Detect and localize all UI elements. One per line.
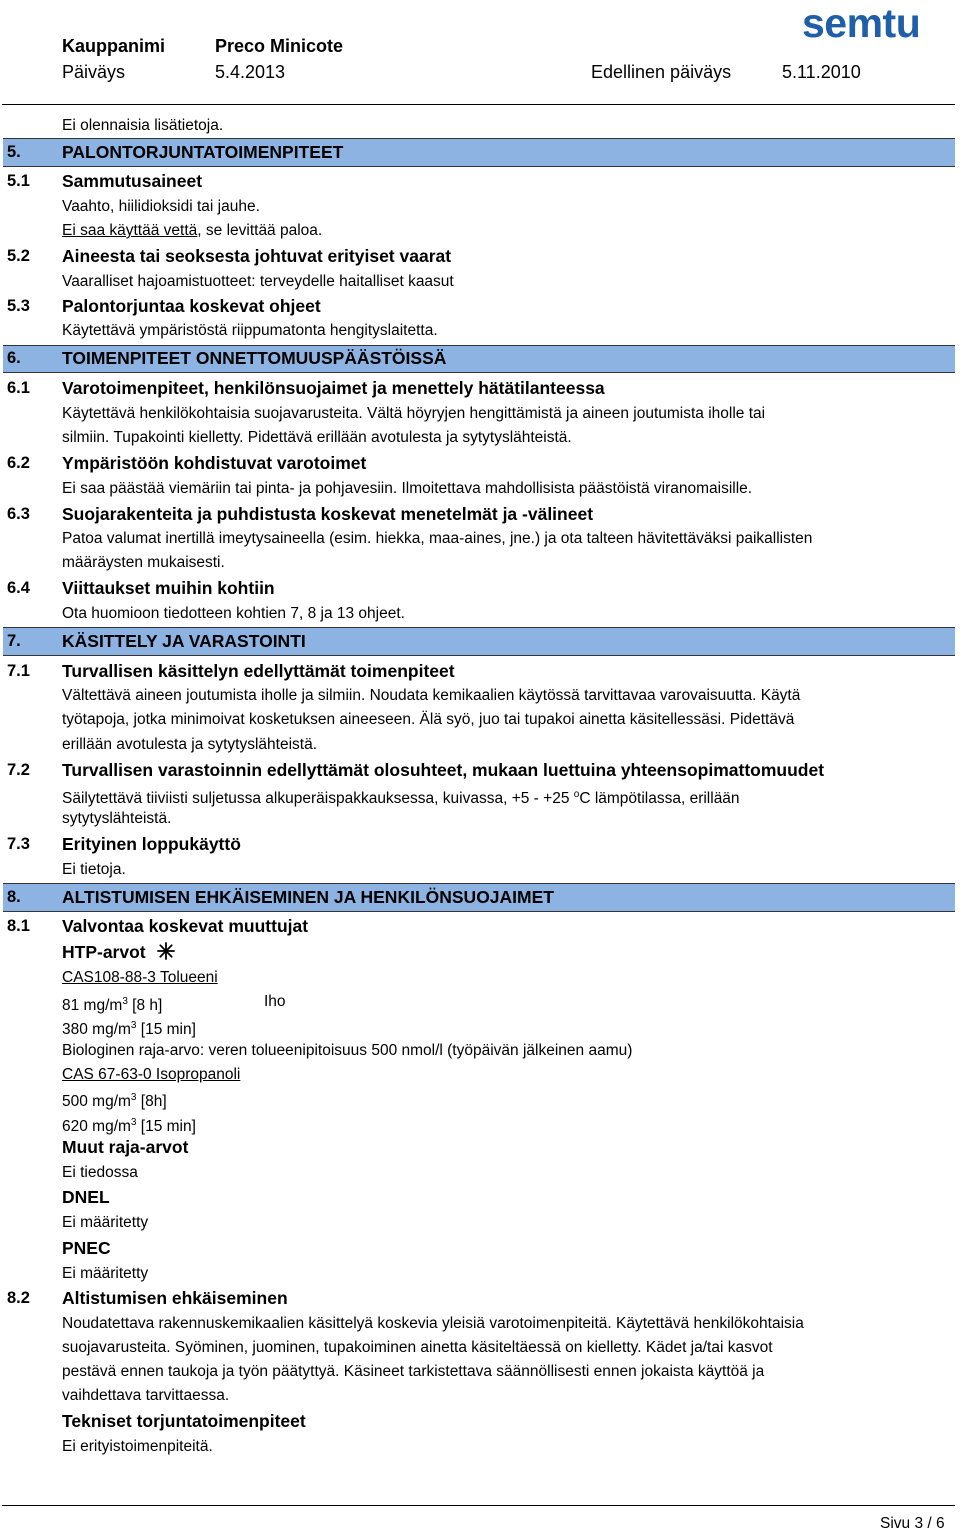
section-6-1-title: Varotoimenpiteet, henkilönsuojaimet ja menettely hätätilanteessa (62, 378, 605, 398)
skin-notation: Iho (264, 993, 286, 1010)
biological-limit: Biologinen raja-arvo: veren tolueenipitoisuus 500 nmol/l (työpäivän jälkeinen aamu) (62, 1042, 633, 1059)
pnec-value: Ei määritetty (62, 1265, 149, 1282)
section-7-1-line-3: erillään avotulesta ja sytytyslähteistä. (62, 736, 318, 753)
section-5-2-number: 5.2 (7, 247, 30, 265)
section-7-1-line-2: työtapoja, jotka minimoivat kosketuksen aineeseen. Älä syö, juo tai tupakoi ainetta käsitellessäsi. Pidettävä (62, 711, 795, 728)
technical-measures-title: Tekniset torjuntatoimenpiteet (62, 1411, 306, 1431)
section-7-3-line-1: Ei tietoja. (62, 861, 126, 878)
cas-toluene: CAS108-88-3 Tolueeni (62, 969, 218, 986)
section-6-2-title: Ympäristöön kohdistuvat varotoimet (62, 453, 367, 473)
trade-name-value: Preco Minicote (215, 36, 344, 56)
semtu-logo: semtu (802, 0, 921, 46)
section-6-number: 6. (7, 349, 21, 367)
technical-measures-value: Ei erityistoimenpiteitä. (62, 1438, 213, 1455)
section-8-2-number: 8.2 (7, 1289, 30, 1307)
section-5-2-title: Aineesta tai seoksesta johtuvat erityiset vaarat (62, 246, 452, 266)
section-5-3-line-1: Käytettävä ympäristöstä riippumatonta hengityslaitetta. (62, 322, 438, 339)
section-5-3-title: Palontorjuntaa koskevat ohjeet (62, 296, 321, 316)
section-7-number: 7. (7, 632, 21, 650)
section-6-4-line-1: Ota huomioon tiedotteen kohtien 7, 8 ja 13 ohjeet. (62, 605, 405, 622)
page-number: Sivu 3 / 6 (880, 1515, 945, 1532)
section-8-1-title: Valvontaa koskevat muuttujat (62, 916, 309, 936)
section-8-2-line-4: vaihdettava tarvittaessa. (62, 1387, 230, 1404)
section-5-1-line-2: Ei saa käyttää vettä, se levittää paloa. (62, 222, 323, 239)
section-5-3-number: 5.3 (7, 297, 30, 315)
section-8-2-line-2: suojavarusteita. Syöminen, juominen, tupakoiminen ainetta käsiteltäessä on kielletty. Kädet ja/tai kasvot (62, 1339, 773, 1356)
asterisk-icon (157, 942, 175, 960)
section-7-2-line-1: Säilytettävä tiiviisti suljetussa alkuperäispakkauksessa, kuivassa, +5 - +25 $^o$C lämpötilassa, erillään (62, 789, 740, 808)
section-7-3-title: Erityinen loppukäyttö (62, 834, 241, 854)
section-8-title: ALTISTUMISEN EHKÄISEMINEN JA HENKILÖNSUOJAIMET (62, 887, 554, 907)
section-6-4-number: 6.4 (7, 579, 30, 597)
section-7-1-title: Turvallisen käsittelyn edellyttämät toimenpiteet (62, 661, 455, 681)
section-7-2-line-2: sytytyslähteistä. (62, 810, 172, 827)
section-5-number: 5. (7, 143, 21, 161)
pnec-title: PNEC (62, 1238, 111, 1258)
section-8-2-line-3: pestävä ennen taukoja ja työn päätyttyä. Käsineet tarkistettava säännöllisesti ennen jokaista käyttöä ja (62, 1363, 765, 1380)
section-6-3-line-1: Patoa valumat inertillä imeytysaineella (esim. hiekka, maa-aines, jne.) ja ota talteen hävitettäväksi paikallisten (62, 530, 813, 547)
top-note: Ei olennaisia lisätietoja. (62, 117, 224, 134)
previous-date-value: 5.11.2010 (782, 62, 861, 82)
trade-name-label: Kauppanimi (62, 36, 166, 56)
section-8-1-number: 8.1 (7, 917, 30, 935)
water-warning: Ei saa käyttää vettä (62, 222, 198, 239)
section-8-2-line-1: Noudatettava rakennuskemikaalien käsittelyä koskevia yleisiä varotoimenpiteitä. Käytettävä henkilökohtaisia (62, 1315, 804, 1332)
cas-isopropanol: CAS 67-63-0 Isopropanoli (62, 1066, 241, 1083)
section-8-number: 8. (7, 888, 21, 906)
footer-divider (2, 1505, 955, 1506)
section-6-title: TOIMENPITEET ONNETTOMUUSPÄÄSTÖISSÄ (62, 348, 447, 368)
section-7-2-number: 7.2 (7, 761, 30, 779)
toluene-limit-15min: 380 $mg/m^3$ [15 min] (62, 1020, 196, 1039)
section-5-2-line-1: Vaaralliset hajoamistuotteet: terveydelle haitalliset kaasut (62, 273, 454, 290)
date-value: 5.4.2013 (215, 62, 286, 82)
section-8-2-title: Altistumisen ehkäiseminen (62, 1288, 288, 1308)
section-7-1-line-1: Vältettävä aineen joutumista iholle ja silmiin. Noudata kemikaalien käytössä tarvittavaa varovaisuutta. Käytä (62, 687, 801, 704)
section-6-3-line-2: määräysten mukaisesti. (62, 554, 225, 571)
section-6-3-title: Suojarakenteita ja puhdistusta koskevat menetelmät ja -välineet (62, 504, 594, 524)
other-limits-title: Muut raja-arvot (62, 1137, 189, 1157)
htp-values-title: HTP-arvot (62, 942, 175, 962)
section-6-3-number: 6.3 (7, 505, 30, 523)
section-6-2-line-1: Ei saa päästää viemäriin tai pinta- ja pohjavesiin. Ilmoitettava mahdollisista päästöistä viranomaisille. (62, 480, 753, 497)
section-6-2-number: 6.2 (7, 454, 30, 472)
dnel-value: Ei määritetty (62, 1214, 149, 1231)
section-7-2-title: Turvallisen varastoinnin edellyttämät olosuhteet, mukaan luettuina yhteensopimattomuudet (62, 760, 825, 780)
section-6-4-title: Viittaukset muihin kohtiin (62, 578, 275, 598)
isopropanol-limit-15min: 620 $mg/m^3$ [15 min] (62, 1117, 196, 1136)
previous-date-label: Edellinen päiväys (591, 62, 732, 82)
other-limits-value: Ei tiedossa (62, 1164, 138, 1181)
section-6-1-line-1: Käytettävä henkilökohtaisia suojavarusteita. Vältä höyryjen hengittämistä ja aineen joutumista iholle tai (62, 405, 766, 422)
date-label: Päiväys (62, 62, 126, 82)
section-7-3-number: 7.3 (7, 835, 30, 853)
section-5-1-line-1: Vaahto, hiilidioksidi tai jauhe. (62, 198, 260, 215)
section-7-1-number: 7.1 (7, 662, 30, 680)
section-7-title: KÄSITTELY JA VARASTOINTI (62, 631, 306, 651)
section-5-title: PALONTORJUNTATOIMENPITEET (62, 142, 344, 162)
dnel-title: DNEL (62, 1187, 110, 1207)
isopropanol-limit-8h: 500 $mg/m^3$ [8h] (62, 1092, 167, 1111)
section-6-1-line-2: silmiin. Tupakointi kielletty. Pidettävä erillään avotulesta ja sytytyslähteistä. (62, 429, 572, 446)
toluene-limit-8h: 81 $mg/m^3$ [8 h] (62, 996, 163, 1015)
section-6-1-number: 6.1 (7, 379, 30, 397)
section-5-1-title: Sammutusaineet (62, 171, 203, 191)
header-divider (2, 104, 955, 105)
section-5-1-number: 5.1 (7, 172, 30, 190)
